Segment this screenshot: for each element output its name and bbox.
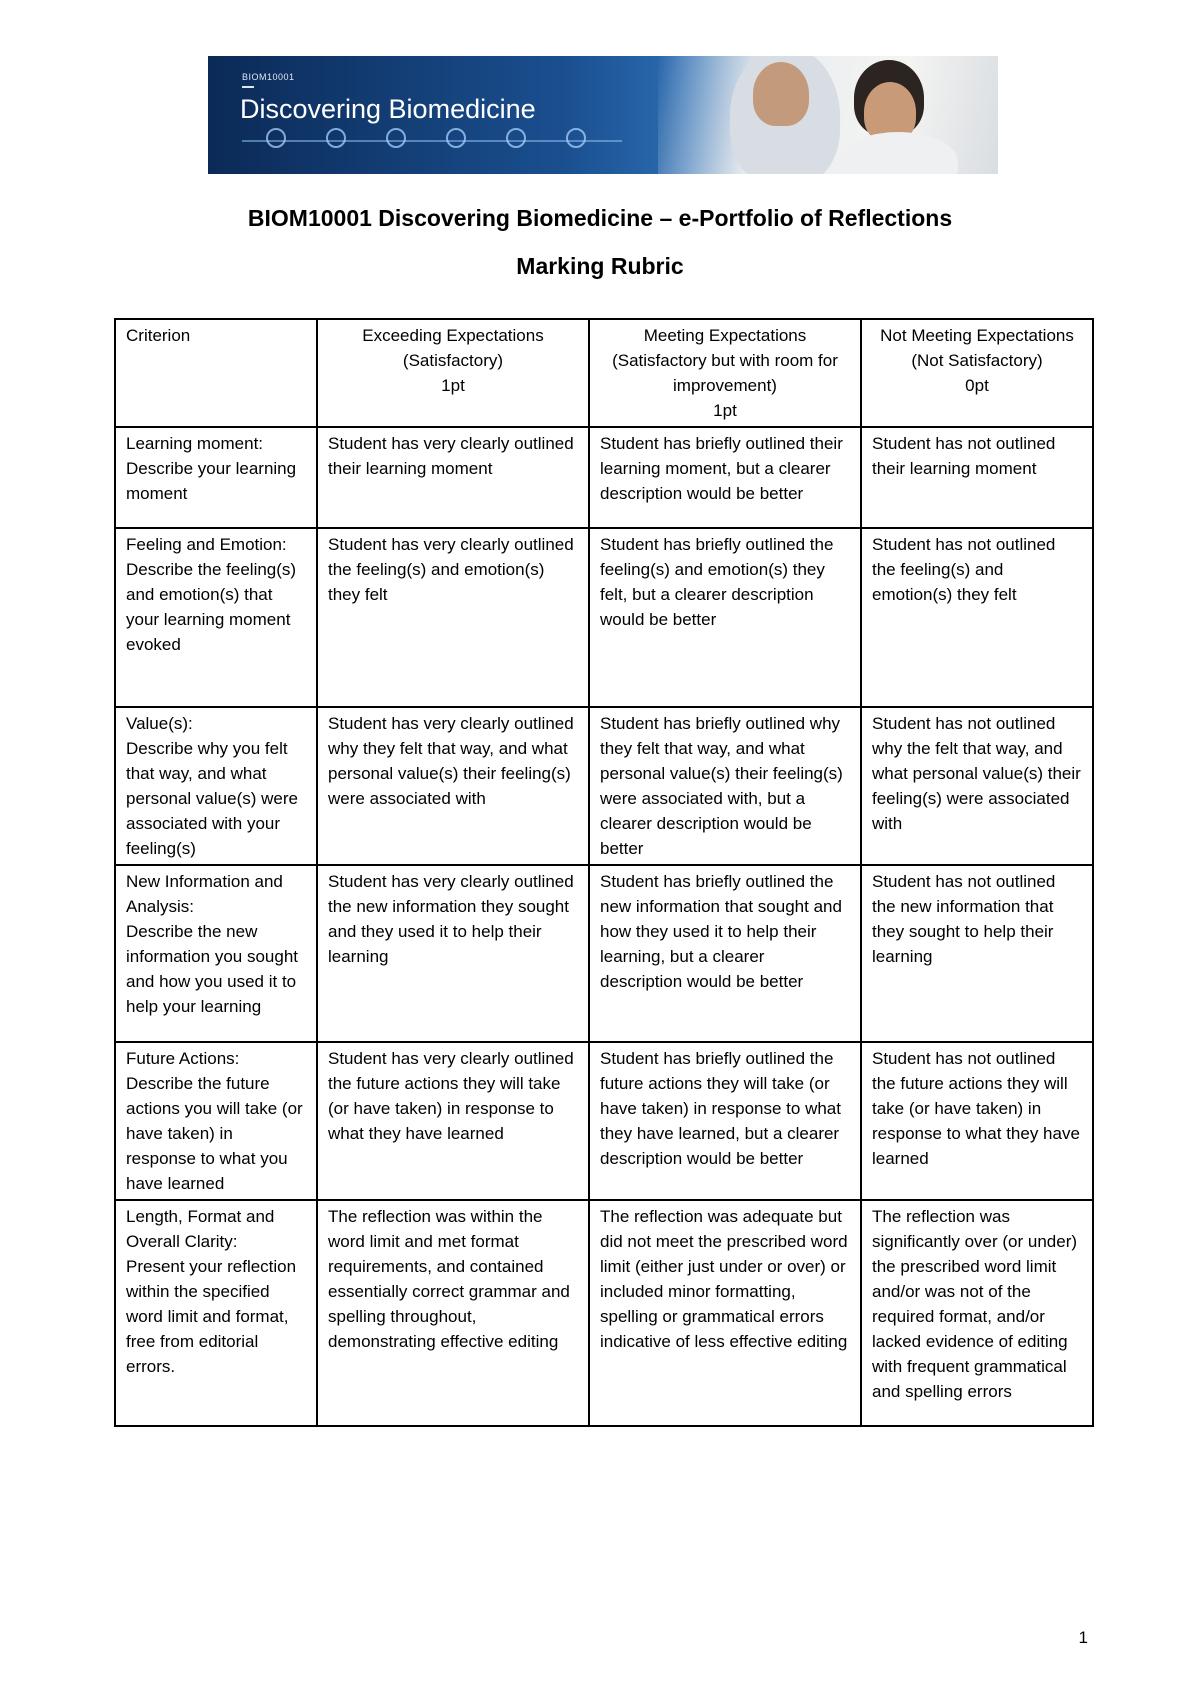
meeting-cell: Student has briefly outlined why they felt that way, and what personal value(s) their feeling(s) were associated with, but a clearer description would be better — [589, 707, 861, 865]
criterion-title: Future Actions: — [126, 1049, 240, 1068]
criterion-description: Describe why you felt that way, and what personal value(s) were associated with your feeling(s) — [126, 739, 298, 858]
not-meeting-cell: Student has not outlined their learning moment — [861, 427, 1093, 528]
criterion-title: Length, Format and Overall Clarity: — [126, 1207, 275, 1251]
not-meeting-cell: Student has not outlined why the felt that way, and what personal value(s) their feeling(s) were associated with — [861, 707, 1093, 865]
table-row — [115, 1200, 1093, 1426]
criterion-description: Describe the future actions you will take (or have taken) in response to what you have learned — [126, 1074, 303, 1193]
not-meeting-cell: Student has not outlined the future actions they will take (or have taken) in response to what they have learned — [861, 1042, 1093, 1200]
exceeding-cell: Student has very clearly outlined the new information they sought and they used it to help their learning — [317, 865, 589, 1042]
criterion-description: Present your reflection within the specified word limit and format, free from editorial errors. — [126, 1257, 297, 1376]
student-lab-coat-right — [838, 132, 958, 174]
criterion-cell — [115, 427, 317, 528]
table-row — [115, 528, 1093, 707]
table-row — [115, 865, 1093, 1042]
not-meeting-cell: Student has not outlined the new information that they sought to help their learning — [861, 865, 1093, 1042]
person-icon — [326, 128, 346, 148]
not-meeting-cell: The reflection was significantly over (or under) the prescribed word limit and/or was not of the required format, and/or lacked evidence of editing with frequent grammatical and spelling errors — [861, 1200, 1093, 1426]
table-row — [115, 1042, 1093, 1200]
header-meeting-expectations: Meeting Expectations (Satisfactory but with room for improvement) 1pt — [589, 319, 861, 427]
header-not-meeting-expectations: Not Meeting Expectations (Not Satisfactory) 0pt — [861, 319, 1093, 427]
table-header-row — [115, 319, 1093, 427]
student-face-left — [753, 62, 809, 126]
table-row — [115, 427, 1093, 528]
heart-icon — [446, 128, 466, 148]
exceeding-cell: Student has very clearly outlined why they felt that way, and what personal value(s) their feeling(s) were associated with — [317, 707, 589, 865]
meeting-cell: The reflection was adequate but did not meet the prescribed word limit (either just under or over) or included minor formatting, spelling or grammatical errors indicative of less effective editing — [589, 1200, 861, 1426]
criterion-cell — [115, 528, 317, 707]
criterion-description: Describe the feeling(s) and emotion(s) that your learning moment evoked — [126, 560, 297, 654]
document-title: BIOM10001 Discovering Biomedicine – e-Portfolio of Reflections — [247, 205, 953, 231]
criterion-title: New Information and Analysis: — [126, 872, 283, 916]
criterion-cell — [115, 707, 317, 865]
header-criterion: Criterion — [115, 319, 317, 427]
exceeding-cell: Student has very clearly outlined the future actions they will take (or have taken) in response to what they have learned — [317, 1042, 589, 1200]
criterion-title: Learning moment: — [126, 434, 264, 453]
criterion-cell — [115, 1200, 317, 1426]
meeting-cell: Student has briefly outlined the feeling(s) and emotion(s) they felt, but a clearer description would be better — [589, 528, 861, 707]
banner-divider — [242, 86, 254, 88]
meeting-cell: Student has briefly outlined the new information that sought and how they used it to help their learning, but a clearer description would be better — [589, 865, 861, 1042]
exceeding-cell: Student has very clearly outlined their learning moment — [317, 427, 589, 528]
criterion-title: Value(s): — [126, 714, 193, 733]
criterion-cell — [115, 865, 317, 1042]
exceeding-cell: Student has very clearly outlined the feeling(s) and emotion(s) they felt — [317, 528, 589, 707]
document-subtitle: Marking Rubric — [516, 253, 684, 279]
criterion-cell — [115, 1042, 317, 1200]
banner-icon-line — [242, 140, 622, 142]
lab-students-photo — [658, 56, 998, 174]
header-exceeding-expectations: Exceeding Expectations (Satisfactory) 1pt — [317, 319, 589, 427]
table-row — [115, 707, 1093, 865]
banner-course-code: BIOM10001 — [242, 72, 295, 82]
criterion-description: Describe the new information you sought and how you used it to help your learning — [126, 922, 298, 1016]
molecule-icon — [506, 128, 526, 148]
banner-course-name: Discovering Biomedicine — [240, 94, 536, 124]
meeting-cell: Student has briefly outlined their learning moment, but a clearer description would be better — [589, 427, 861, 528]
criterion-description: Describe your learning moment — [126, 459, 297, 503]
dna-icon — [386, 128, 406, 148]
course-banner — [208, 56, 998, 174]
criterion-title: Feeling and Emotion: — [126, 535, 287, 554]
flask-icon — [566, 128, 586, 148]
marking-rubric-table — [114, 318, 1094, 1427]
not-meeting-cell: Student has not outlined the feeling(s) and emotion(s) they felt — [861, 528, 1093, 707]
page-number: 1 — [1078, 1628, 1088, 1647]
meeting-cell: Student has briefly outlined the future actions they will take (or have taken) in response to what they have learned, but a clearer description would be better — [589, 1042, 861, 1200]
plus-icon — [266, 128, 286, 148]
exceeding-cell: The reflection was within the word limit and met format requirements, and contained essentially correct grammar and spelling throughout, demonstrating effective editing — [317, 1200, 589, 1426]
